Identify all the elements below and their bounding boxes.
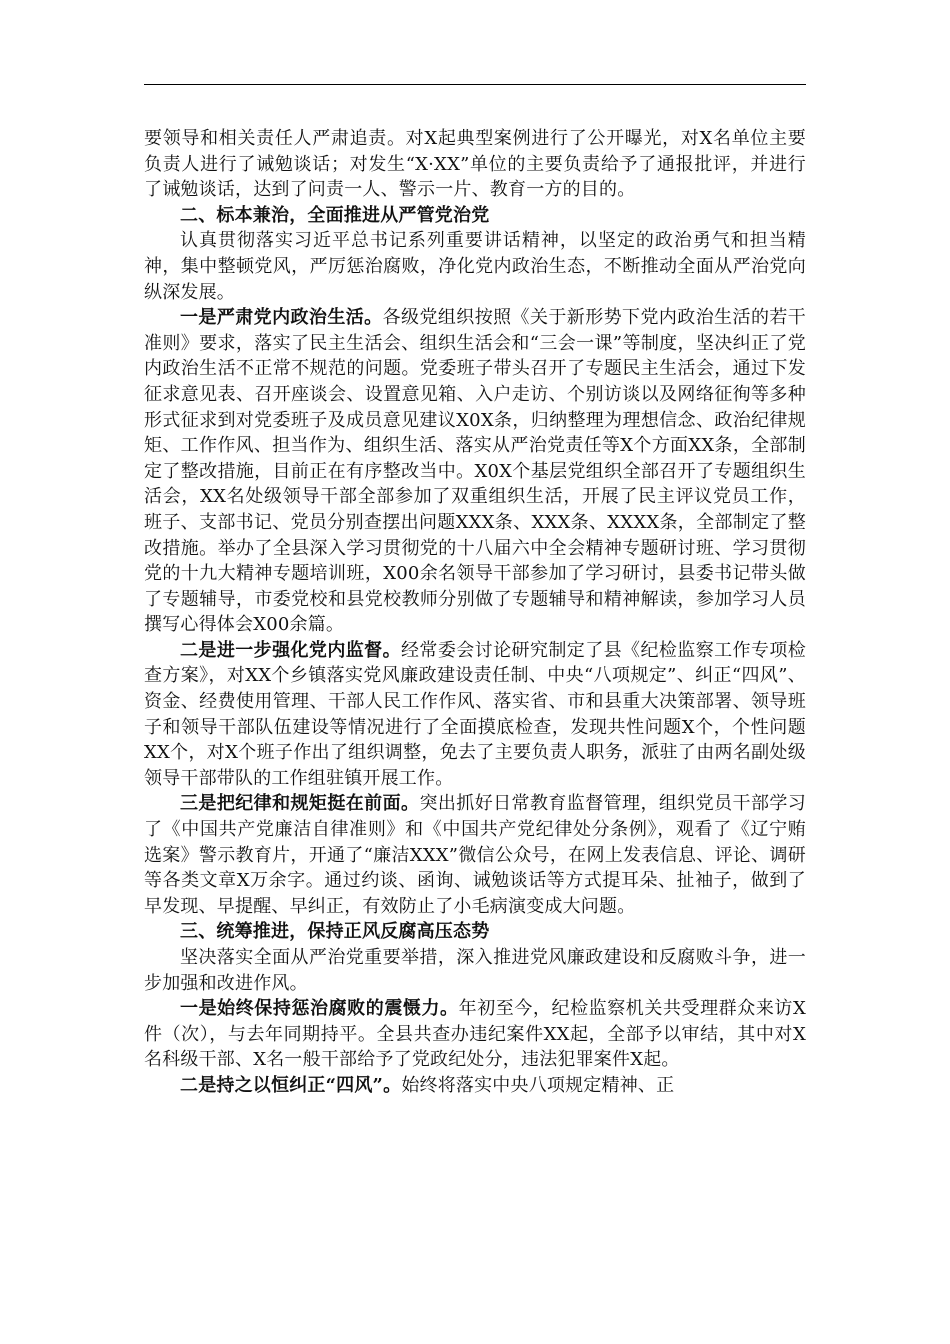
paragraph-four-winds — [144, 1073, 806, 1099]
section-heading-3: 三、统筹推进，保持正风反腐高压态势 — [180, 921, 490, 943]
section-heading-2: 二、标本兼治，全面推进从严管党治党 — [180, 204, 490, 226]
paragraph-text: 突出抓好日常教育监督管理，组织党员干部学习了《中国共产党廉洁自律准则》和《中国共产党纪律处分条例》，观看了《辽宁贿选案》警示教育片，开通了“廉洁XXX”微信公众号，在网上发表信息、评论、调研等各类文章X万余字。通过约谈、函询、诫勉谈话等方式提耳朵、扯袖子，做到了早发现、早提醒、早纠正，有效防止了小毛病演变成大问题。 — [144, 793, 806, 917]
paragraph-lead: 二是进一步强化党内监督。 — [180, 639, 402, 661]
section-intro-2: 认真贯彻落实习近平总书记系列重要讲话精神，以坚定的政治勇气和担当精神，集中整顿党风，严厉惩治腐败，净化党内政治生态，不断推动全面从严治党向纵深发展。 — [144, 230, 806, 303]
paragraph-lead: 一是始终保持惩治腐败的震慑力。 — [180, 998, 459, 1020]
paragraph-lead: 三是把纪律和规矩挺在前面。 — [180, 793, 420, 815]
paragraph-deterrence — [144, 996, 806, 1073]
paragraph-lead: 一是严肃党内政治生活。 — [180, 307, 383, 329]
paragraph-supervision — [144, 638, 806, 792]
paragraph-text: 经常委会讨论研究制定了县《纪检监察工作专项检查方案》，对XX个乡镇落实党风廉政建设责任制、中央“八项规定”、纠正“四风”、资金、经费使用管理、干部人民工作作风、落实省、市和县重大决策部署、领导班子和领导干部队伍建设等情况进行了全面摸底检查，发现共性问题X个，个性问题XX个，对X个班子作出了组织调整，免去了主要负责人职务，派驻了由两名副处级领导干部带队的工作组驻镇开展工作。 — [144, 639, 806, 789]
header-rule — [144, 84, 806, 85]
paragraph-text: 年初至今，纪检监察机关共受理群众来访X件（次），与去年同期持平。全县共查办违纪案件XX起，全部予以审结，其中对X名科级干部、X名一般干部给予了党政纪处分，违法犯罪案件X起。 — [144, 998, 806, 1071]
section-intro-3: 坚决落实全面从严治党重要举措，深入推进党风廉政建设和反腐败斗争，进一步加强和改进作风。 — [144, 947, 806, 994]
paragraph-text: 始终将落实中央八项规定精神、正 — [401, 1074, 675, 1096]
paragraph-political-life — [144, 305, 806, 638]
document-body — [144, 126, 806, 1099]
paragraph-continuation: 要领导和相关责任人严肃追责。对X起典型案例进行了公开曝光，对X名单位主要负责人进行了诫勉谈话；对发生“X·XX”单位的主要负责给予了通报批评，并进行了诫勉谈话，达到了问责一人、警示一片、教育一方的目的。 — [144, 128, 806, 201]
paragraph-discipline — [144, 791, 806, 919]
paragraph-lead: 二是持之以恒纠正“四风”。 — [180, 1074, 402, 1096]
paragraph-text: 各级党组织按照《关于新形势下党内政治生活的若干准则》要求，落实了民主生活会、组织生活会和“三会一课”等制度，坚决纠正了党内政治生活不正常不规范的问题。党委班子带头召开了专题民主生活会，通过下发征求意见表、召开座谈会、设置意见箱、入户走访、个别访谈以及网络征徇等多种形式征求到对党委班子及成员意见建议X0X条，归纳整理为理想信念、政治纪律规矩、工作作风、担当作为、组织生活、落实从严治党责任等X个方面XX条，全部制定了整改措施，目前正在有序整改当中。X0X个基层党组织全部召开了专题组织生活会，XX名处级领导干部全部参加了双重组织生活，开展了民主评议党员工作，班子、支部书记、党员分别查摆出问题XXX条、XXX条、XXXX条，全部制定了整改措施。举办了全县深入学习贯彻党的十八届六中全会精神专题研讨班、学习贯彻党的十九大精神专题培训班，X00余名领导干部参加了学习研讨，县委书记带头做了专题辅导，市委党校和县党校教师分别做了专题辅导和精神解读，参加学习人员撰写心得体会X00余篇。 — [144, 307, 806, 636]
